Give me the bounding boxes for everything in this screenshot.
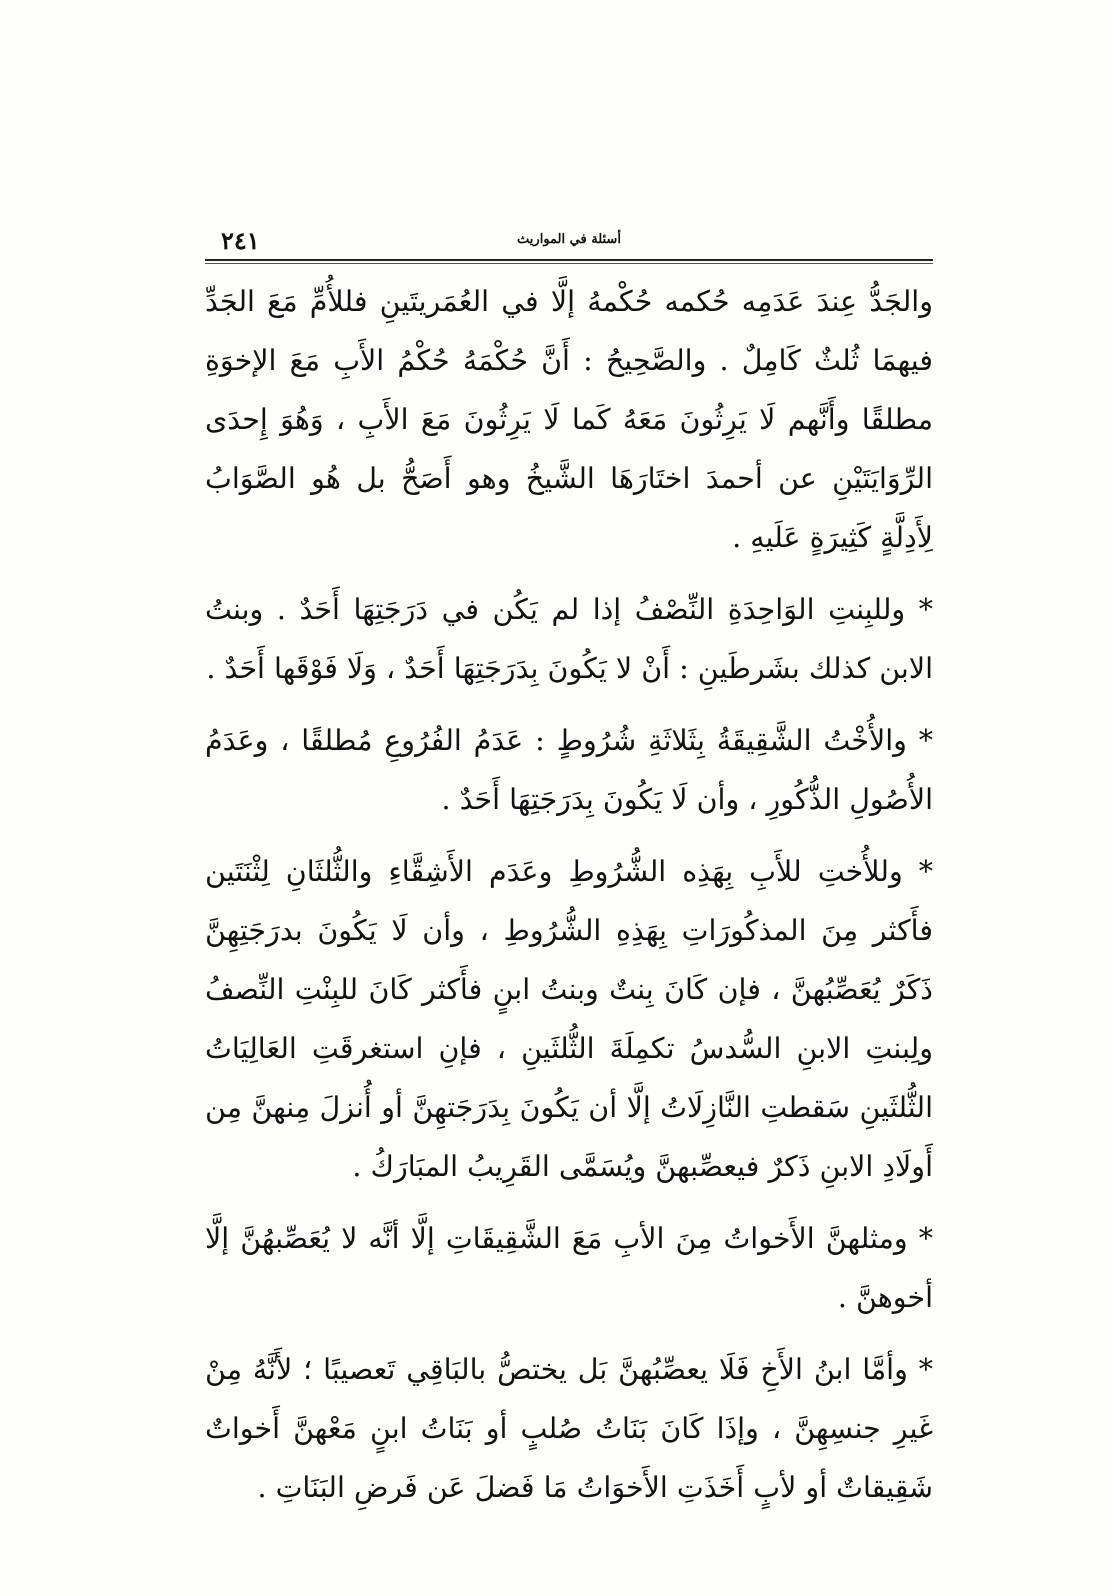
header-rule-thin: [205, 263, 933, 264]
paragraph: * والأُخْتُ الشَّقِيقَةُ بِثَلاثَةِ شُرُوطٍ : عَدَمُ الفُرُوعِ مُطلقًا ، وعَدَمُ الأُصُولِ الذُّكُورِ ، وأن لَا يَكُونَ بِدَرَجَتِهَا أَحَدٌ .: [205, 724, 933, 816]
paragraph: * وللأُختِ للأَبِ بِهَذِه الشُّرُوطِ وعَدَم الأَشِقَّاءِ والثُّلثَانِ لِثْنَتَين فأَكثر مِنَ المذكُورَاتِ بِهَذِهِ الشُّرُوطِ ، وأن لَا يَكُونَ بدرَجَتِهِنَّ ذَكَرٌ يُعَصِّبُهنَّ ، فإن كَانَ بِنتٌ وبنتُ ابنٍ فأَكثر كَانَ للبِنْتِ النِّصفُ ولِبنتِ الابنِ السُّدسُ تكمِلَةَ الثُّلثَينِ ، فإنِ استغرقَتِ العَالِيَاتُ الثُّلثَينِ سَقطتِ النَّازِلَاتُ إلَّا أن يَكُونَ بِدَرَجَتهِنَّ أو أُنزلَ مِنهنَّ مِن أَولَادِ الابنِ ذَكرٌ فيعصِّبهنَّ ويُسَمَّى القَرِيبُ المبَارَكُ .: [205, 855, 933, 1183]
page-number: ٢٤١: [221, 226, 260, 255]
page-header: [205, 226, 933, 260]
paragraph: * وللبِنتِ الوَاحِدَةِ النِّصْفُ إذا لم يَكُن في دَرَجَتِهَا أَحَدٌ . وبنتُ الابن كذلك بشَرطَينِ : أَنْ لا يَكُونَ بِدَرَجَتِهَا أَحَدٌ ، وَلَا فَوْقَها أَحَدٌ .: [205, 593, 933, 685]
paragraph: * ومثلهنَّ الأَخواتُ مِنَ الأبِ مَعَ الشَّقِيقَاتِ إلَّا أنَّه لا يُعَصِّبهُنَّ إلَّا أخوهنَّ .: [205, 1222, 933, 1314]
header-rule: [205, 259, 933, 261]
paragraph: والجَدُّ عِندَ عَدَمِه حُكمه حُكْمهُ إلَّا في العُمَريتَينِ فللأُمِّ مَعَ الجَدِّ فيهمَا ثُلثٌ كَامِلٌ . والصَّحِيحُ : أَنَّ حُكْمَهُ حُكْمُ الأَبِ مَعَ الإخوَةِ مطلقًا وأَنَّهم لَا يَرِثُونَ مَعَهُ كَما لَا يَرِثُونَ مَعَ الأَبِ ، وَهُوَ إِحدَى الرِّوَايَتَيْنِ عن أحمدَ اختَارَهَا الشَّيخُ وهو أَصَحُّ بل هُو الصَّوَابُ لِأَدِلَّةٍ كَثِيرَةٍ عَلَيهِ .: [205, 285, 933, 554]
running-title: أسئلة في المواريث: [517, 232, 621, 247]
paragraph: * وأمَّا ابنُ الأَخِ فَلَا يعصِّبُهنَّ بَل يختصُّ بالبَاقِي تَعصيبًا ؛ لأَنَّهُ مِنْ غَيرِ جنسِهِنَّ ، وإذَا كَانَ بَنَاتُ صُلبٍ أو بَنَاتُ ابنٍ مَعْهنَّ أَخواتٌ شَقِيقاتٌ أو لأبٍ أَخَذَتِ الأَخوَاتُ مَا فَضلَ عَن فَرضِ البَنَاتِ .: [205, 1353, 933, 1504]
body-text: [205, 272, 933, 1530]
